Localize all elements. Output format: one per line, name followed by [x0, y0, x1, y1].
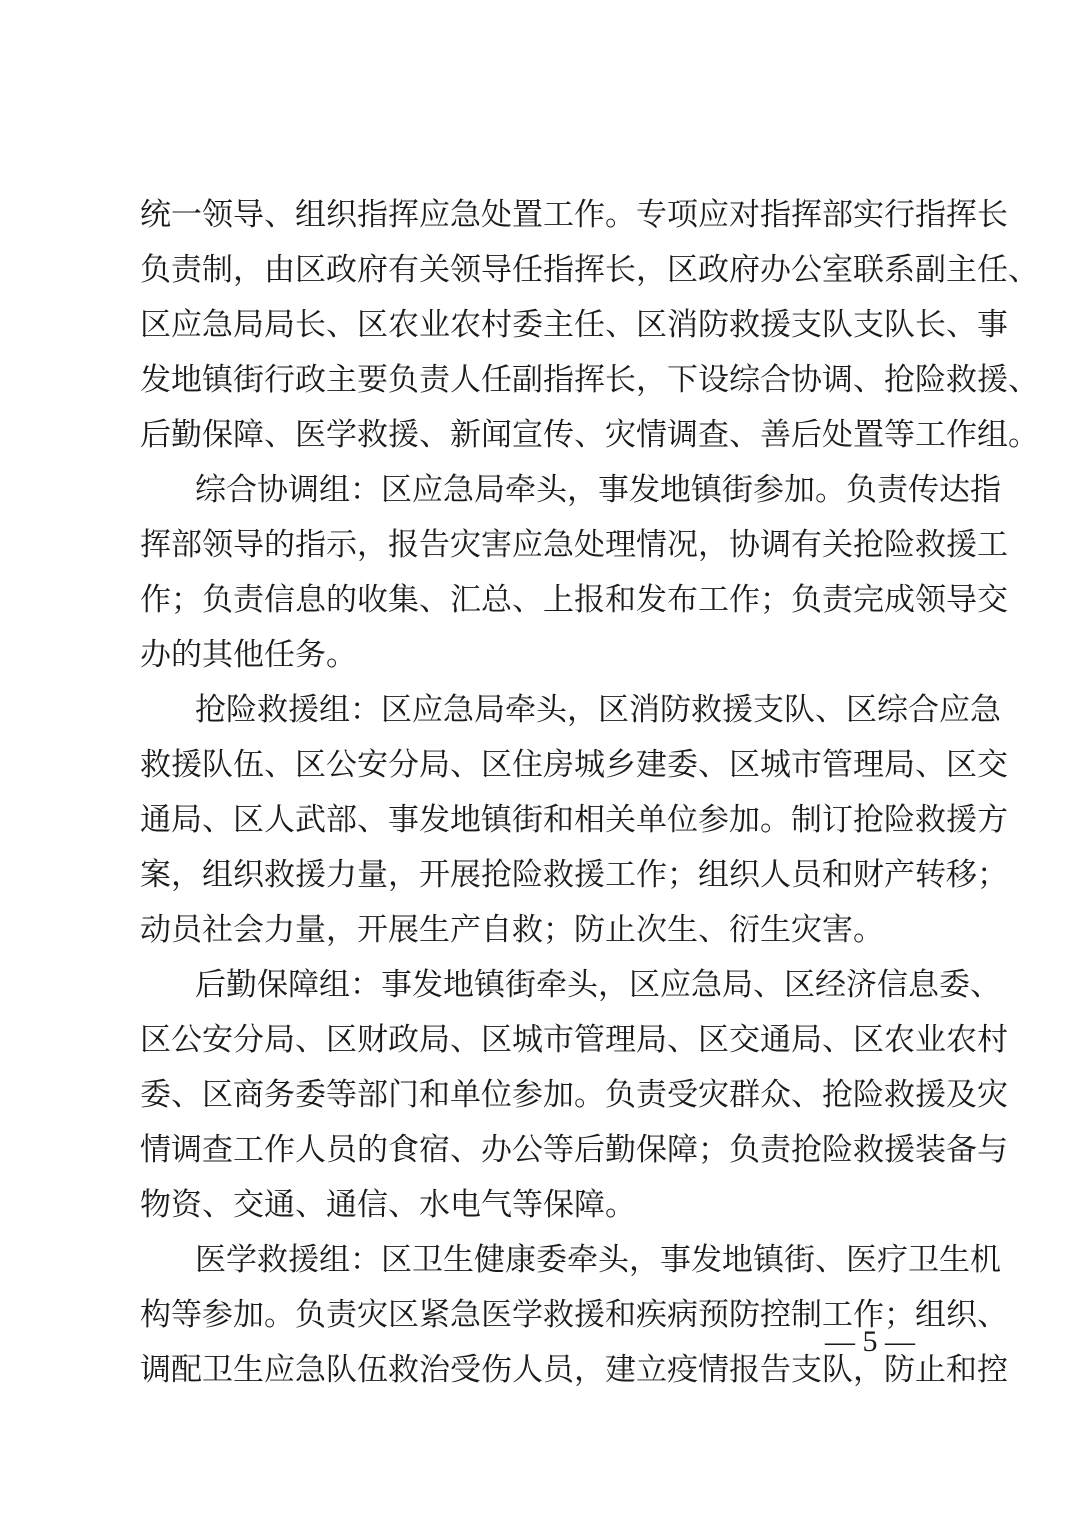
text-line: 统一领导、组织指挥应急处置工作。专项应对指挥部实行指挥长	[140, 197, 1008, 233]
text-line: 委、区商务委等部门和单位参加。负责受灾群众、抢险救援及灾	[140, 1077, 1008, 1113]
text-line: 通局、区人武部、事发地镇街和相关单位参加。制订抢险救援方	[140, 802, 1008, 838]
text-line: 案，组织救援力量，开展抢险救援工作；组织人员和财产转移；	[140, 857, 1008, 893]
paragraph-coordination-group	[140, 463, 1008, 683]
text-line: 调配卫生应急队伍救治受伤人员，建立疫情报告支队，防止和控	[140, 1352, 1008, 1388]
text-line: 综合协调组：区应急局牵头，事发地镇街参加。负责传达指	[195, 472, 1001, 508]
text-line: 后勤保障、医学救援、新闻宣传、灾情调查、善后处置等工作组。	[140, 417, 1039, 453]
paragraph-rescue-group	[140, 683, 1008, 958]
text-line: 挥部领导的指示，报告灾害应急处理情况，协调有关抢险救援工	[140, 527, 1008, 563]
text-line: 负责制，由区政府有关领导任指挥长，区政府办公室联系副主任、	[140, 252, 1039, 288]
text-line: 区公安分局、区财政局、区城市管理局、区交通局、区农业农村	[140, 1022, 1008, 1058]
paragraph-command-structure	[140, 188, 1039, 463]
paragraph-medical-group	[140, 1233, 1008, 1398]
text-line: 救援队伍、区公安分局、区住房城乡建委、区城市管理局、区交	[140, 747, 1008, 783]
paragraph-logistics-group	[140, 958, 1008, 1233]
text-line: 医学救援组：区卫生健康委牵头，事发地镇街、医疗卫生机	[195, 1242, 1001, 1278]
text-line: 抢险救援组：区应急局牵头，区消防救援支队、区综合应急	[195, 692, 1001, 728]
page-number: — 5 —	[825, 1325, 915, 1358]
text-line: 情调查工作人员的食宿、办公等后勤保障；负责抢险救援装备与	[140, 1132, 1008, 1168]
text-line: 构等参加。负责灾区紧急医学救援和疾病预防控制工作；组织、	[140, 1297, 1008, 1333]
text-line: 动员社会力量，开展生产自救；防止次生、衍生灾害。	[140, 912, 884, 948]
text-line: 区应急局局长、区农业农村委主任、区消防救援支队支队长、事	[140, 307, 1008, 343]
text-line: 物资、交通、通信、水电气等保障。	[140, 1187, 636, 1223]
text-line: 发地镇街行政主要负责人任副指挥长，下设综合协调、抢险救援、	[140, 362, 1039, 398]
body-text	[140, 188, 1039, 1398]
text-line: 作；负责信息的收集、汇总、上报和发布工作；负责完成领导交	[140, 582, 1008, 618]
text-line: 办的其他任务。	[140, 637, 357, 673]
text-line: 后勤保障组：事发地镇街牵头，区应急局、区经济信息委、	[195, 967, 1001, 1003]
